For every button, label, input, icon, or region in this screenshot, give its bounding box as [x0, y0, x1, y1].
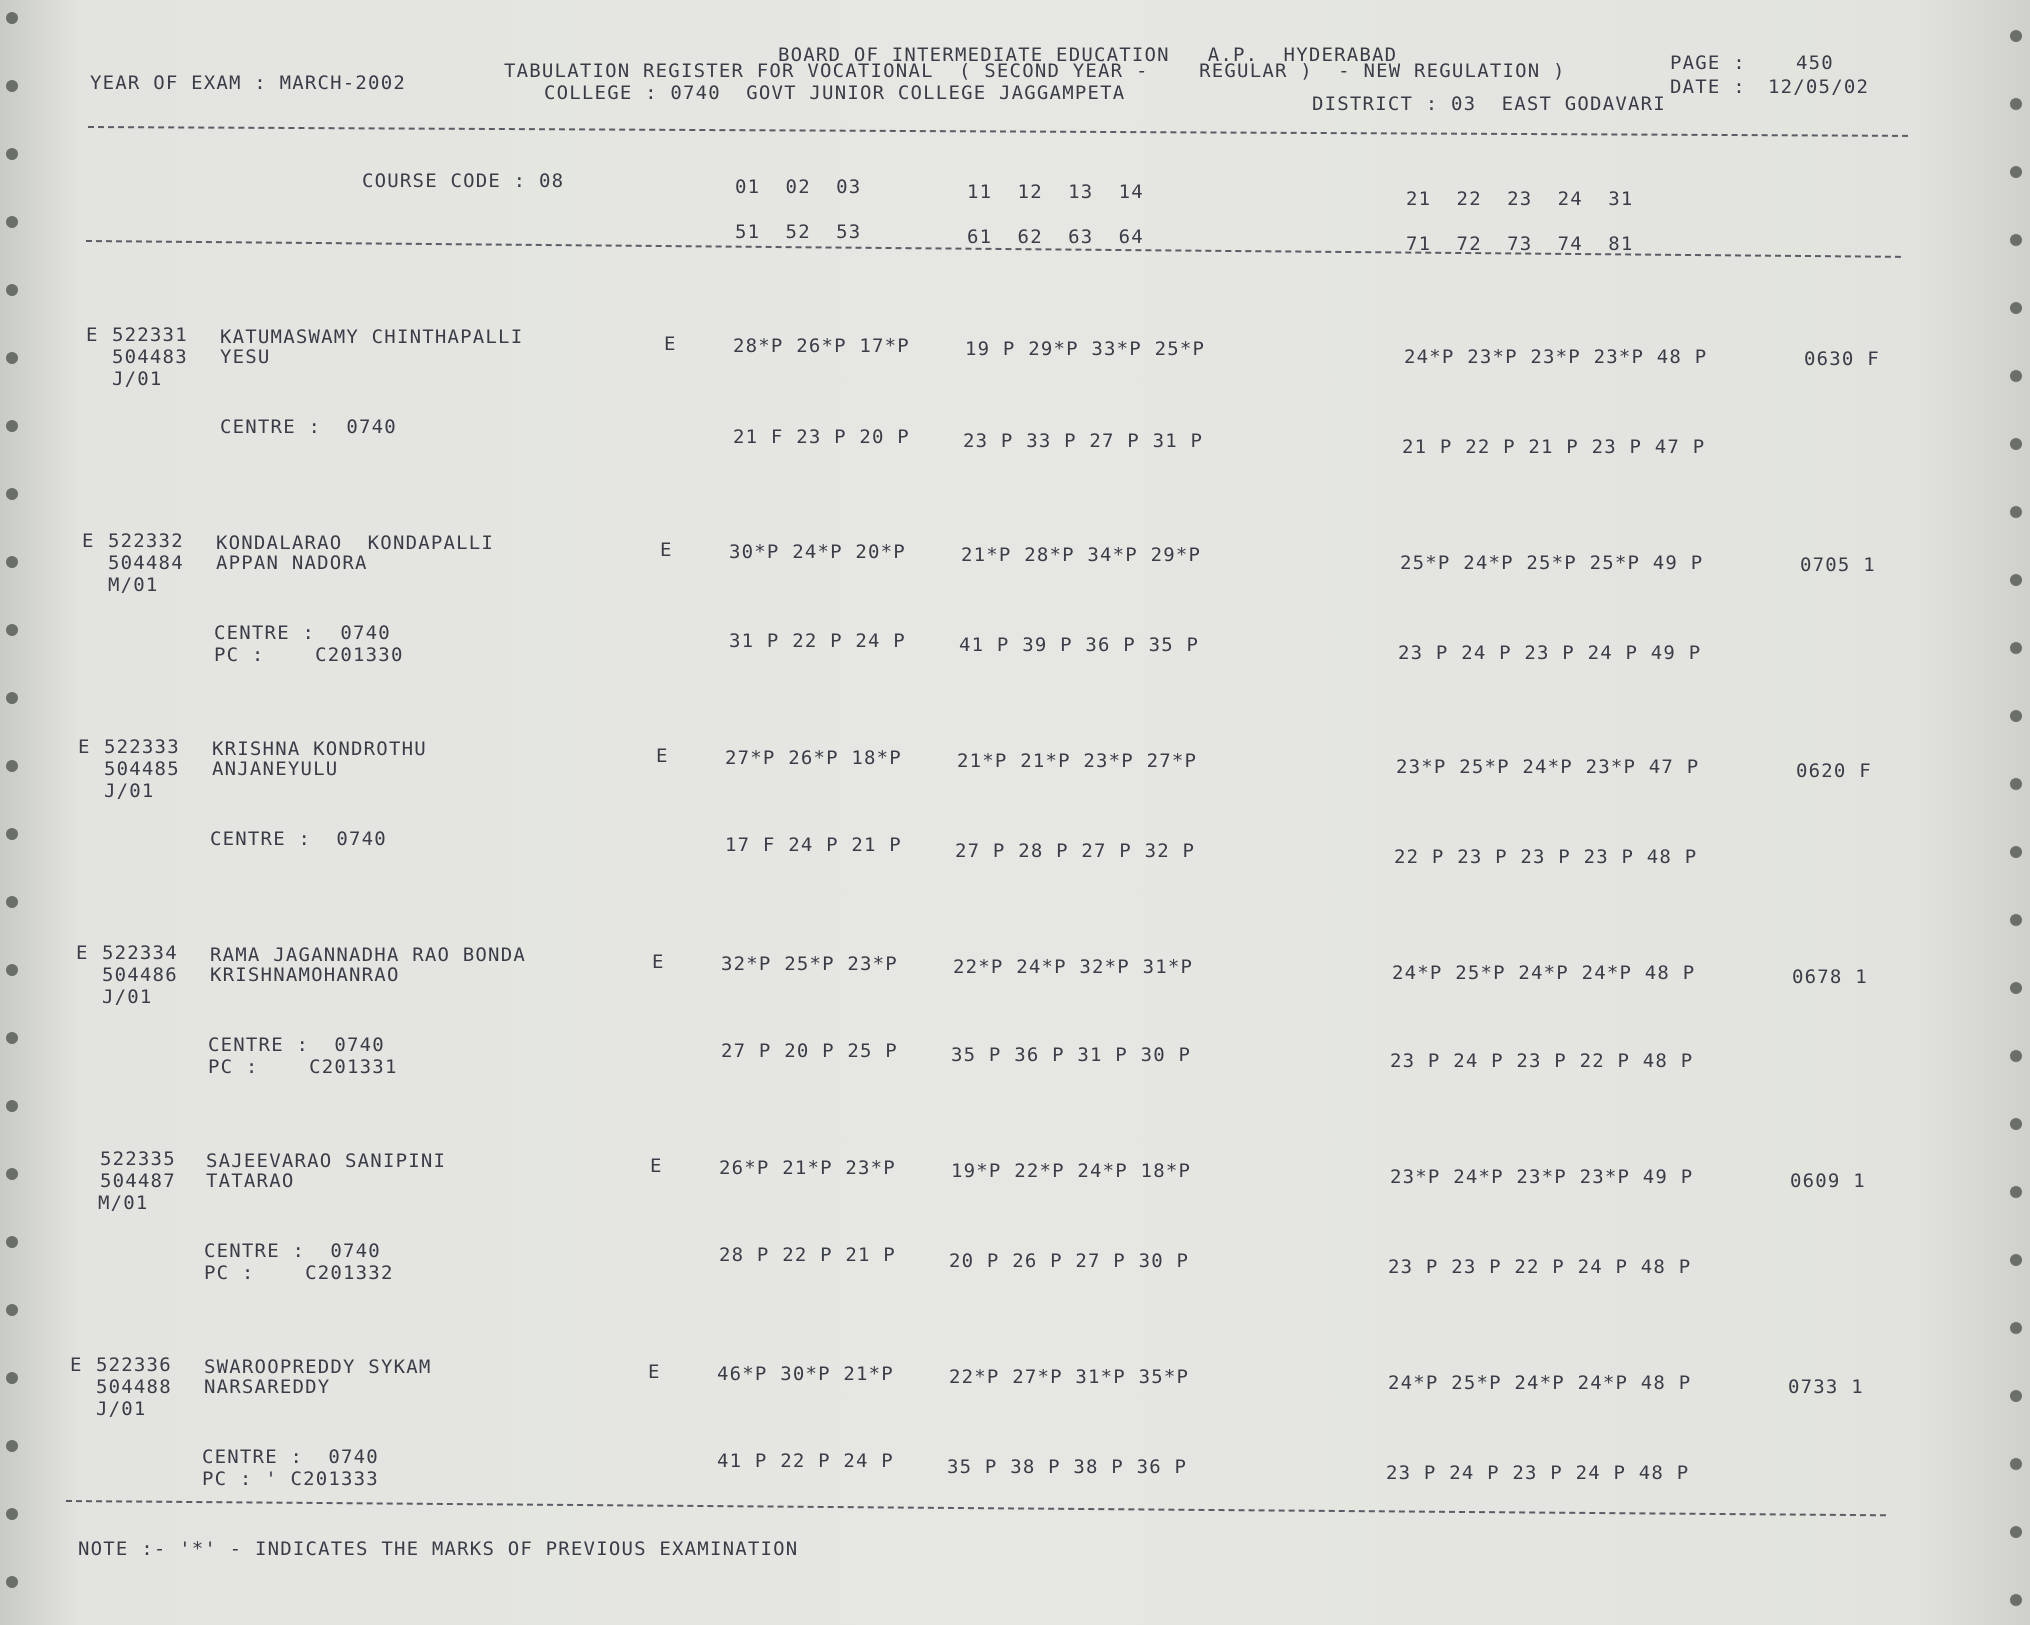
total-result: 0678 1 [1792, 966, 1868, 988]
roll-number: 522331 [112, 324, 188, 346]
marks-group2: 19 P 29*P 33*P 25*P [965, 338, 1206, 360]
student-record [0, 942, 2030, 1142]
col-group3-bottom: 71 72 73 74 81 [1406, 233, 1634, 255]
marks-group3: 25*P 24*P 25*P 25*P 49 P [1400, 552, 1704, 574]
student-given-name: NARSAREDDY [204, 1376, 331, 1398]
board-title: BOARD OF INTERMEDIATE EDUCATION A.P. HYDERABAD [778, 44, 1398, 66]
marks-group1: 30*P 24*P 20*P [729, 541, 906, 563]
student-surname: SWAROOPREDDY SYKAM [204, 1356, 432, 1378]
marks-group3: 24*P 23*P 23*P 23*P 48 P [1404, 346, 1708, 368]
pc-number: PC : C201330 [214, 644, 404, 666]
roll-number: 522332 [108, 530, 184, 552]
centre: CENTRE : 0740 [210, 828, 387, 850]
medium: E [660, 539, 673, 561]
status-flag: E [82, 530, 95, 552]
student-record [0, 1354, 2030, 1554]
header-divider [88, 126, 1908, 137]
category: J/01 [96, 1398, 147, 1420]
roll-number: 522334 [102, 942, 178, 964]
student-surname: SAJEEVARAO SANIPINI [206, 1150, 447, 1172]
centre: CENTRE : 0740 [202, 1446, 379, 1468]
student-given-name: KRISHNAMOHANRAO [210, 964, 400, 986]
medium: E [656, 745, 669, 767]
marks-group2-part2: 23 P 33 P 27 P 31 P [963, 430, 1204, 452]
roll-number: 522333 [104, 736, 180, 758]
pc-number: PC : ' C201333 [202, 1468, 379, 1490]
marks-group1: 27*P 26*P 18*P [725, 747, 902, 769]
marks-group1-part2: 41 P 22 P 24 P [717, 1450, 894, 1472]
student-record [0, 530, 2030, 730]
total-result: 0705 1 [1800, 554, 1876, 576]
category: J/01 [102, 986, 153, 1008]
year-of-exam: YEAR OF EXAM : MARCH-2002 [90, 72, 406, 94]
centre: CENTRE : 0740 [214, 622, 391, 644]
registration-number: 504486 [102, 964, 178, 986]
total-result: 0609 1 [1790, 1170, 1866, 1192]
student-surname: KATUMASWAMY CHINTHAPALLI [220, 326, 524, 348]
student-given-name: APPAN NADORA [216, 552, 368, 574]
medium: E [664, 333, 677, 355]
marks-group3-part2: 23 P 24 P 23 P 22 P 48 P [1390, 1050, 1694, 1072]
student-surname: KONDALARAO KONDAPALLI [216, 532, 495, 554]
status-flag: E [76, 942, 89, 964]
marks-group2-part2: 20 P 26 P 27 P 30 P [949, 1250, 1190, 1272]
marks-group2: 19*P 22*P 24*P 18*P [951, 1160, 1192, 1182]
marks-group3: 24*P 25*P 24*P 24*P 48 P [1388, 1372, 1692, 1394]
category: J/01 [112, 368, 163, 390]
total-result: 0733 1 [1788, 1376, 1864, 1398]
student-given-name: TATARAO [206, 1170, 295, 1192]
marks-group3: 24*P 25*P 24*P 24*P 48 P [1392, 962, 1696, 984]
category: J/01 [104, 780, 155, 802]
page-label: PAGE : [1670, 52, 1746, 74]
marks-group3-part2: 21 P 22 P 21 P 23 P 47 P [1402, 436, 1706, 458]
col-group1-top: 01 02 03 [735, 176, 862, 198]
col-group1-bottom: 51 52 53 [735, 221, 862, 243]
footer-note: NOTE :- '*' - INDICATES THE MARKS OF PREVIOUS EXAMINATION [78, 1538, 799, 1560]
student-surname: RAMA JAGANNADHA RAO BONDA [210, 944, 526, 966]
marks-group2-part2: 27 P 28 P 27 P 32 P [955, 840, 1196, 862]
student-surname: KRISHNA KONDROTHU [212, 738, 427, 760]
marks-group2-part2: 35 P 38 P 38 P 36 P [947, 1456, 1188, 1478]
marks-group2: 21*P 21*P 23*P 27*P [957, 750, 1198, 772]
roll-number: 522336 [96, 1354, 172, 1376]
register-title: TABULATION REGISTER FOR VOCATIONAL ( SECOND YEAR - REGULAR ) - NEW REGULATION ) [504, 60, 1566, 82]
total-result: 0630 F [1804, 348, 1880, 370]
marks-group2: 21*P 28*P 34*P 29*P [961, 544, 1202, 566]
medium: E [652, 951, 665, 973]
col-group3-top: 21 22 23 24 31 [1406, 188, 1634, 210]
student-given-name: YESU [220, 346, 271, 368]
medium: E [648, 1361, 661, 1383]
marks-group2-part2: 41 P 39 P 36 P 35 P [959, 634, 1200, 656]
date-label: DATE : [1670, 76, 1746, 98]
page-number: 450 [1796, 52, 1834, 74]
col-group2-bottom: 61 62 63 64 [967, 226, 1144, 248]
status-flag: E [86, 324, 99, 346]
status-flag: E [78, 736, 91, 758]
marks-group3-part2: 23 P 24 P 23 P 24 P 48 P [1386, 1462, 1690, 1484]
registration-number: 504484 [108, 552, 184, 574]
marks-group1-part2: 21 F 23 P 20 P [733, 426, 910, 448]
marks-group2: 22*P 27*P 31*P 35*P [949, 1366, 1190, 1388]
marks-group1-part2: 31 P 22 P 24 P [729, 630, 906, 652]
centre: CENTRE : 0740 [204, 1240, 381, 1262]
marks-group2: 22*P 24*P 32*P 31*P [953, 956, 1194, 978]
college-line: COLLEGE : 0740 GOVT JUNIOR COLLEGE JAGGAMPETA [544, 82, 1126, 104]
marks-group1: 32*P 25*P 23*P [721, 953, 898, 975]
district-line: DISTRICT : 03 EAST GODAVARI [1312, 93, 1666, 115]
registration-number: 504488 [96, 1376, 172, 1398]
pc-number: PC : C201332 [204, 1262, 394, 1284]
student-record [0, 736, 2030, 936]
total-result: 0620 F [1796, 760, 1872, 782]
roll-number: 522335 [100, 1148, 176, 1170]
registration-number: 504485 [104, 758, 180, 780]
registration-number: 504483 [112, 346, 188, 368]
student-record [0, 322, 2030, 522]
student-record [0, 1148, 2030, 1348]
marks-group3-part2: 23 P 23 P 22 P 24 P 48 P [1388, 1256, 1692, 1278]
date-value: 12/05/02 [1768, 76, 1870, 98]
course-code: COURSE CODE : 08 [362, 170, 565, 192]
marks-group3-part2: 23 P 24 P 23 P 24 P 49 P [1398, 642, 1702, 664]
marks-group2-part2: 35 P 36 P 31 P 30 P [951, 1044, 1192, 1066]
marks-group1: 46*P 30*P 21*P [717, 1363, 894, 1385]
marks-group1-part2: 17 F 24 P 21 P [725, 834, 902, 856]
centre: CENTRE : 0740 [220, 416, 397, 438]
marks-group1-part2: 27 P 20 P 25 P [721, 1040, 898, 1062]
pc-number: PC : C201331 [208, 1056, 398, 1078]
marks-group3-part2: 22 P 23 P 23 P 23 P 48 P [1394, 846, 1698, 868]
marks-group1: 28*P 26*P 17*P [733, 335, 910, 357]
marks-group1: 26*P 21*P 23*P [719, 1157, 896, 1179]
registration-number: 504487 [100, 1170, 176, 1192]
student-given-name: ANJANEYULU [212, 758, 339, 780]
marks-group1-part2: 28 P 22 P 21 P [719, 1244, 896, 1266]
medium: E [650, 1155, 663, 1177]
category: M/01 [98, 1192, 149, 1214]
status-flag: E [70, 1354, 83, 1376]
col-group2-top: 11 12 13 14 [967, 181, 1144, 203]
marks-group3: 23*P 24*P 23*P 23*P 49 P [1390, 1166, 1694, 1188]
marks-group3: 23*P 25*P 24*P 23*P 47 P [1396, 756, 1700, 778]
category: M/01 [108, 574, 159, 596]
centre: CENTRE : 0740 [208, 1034, 385, 1056]
